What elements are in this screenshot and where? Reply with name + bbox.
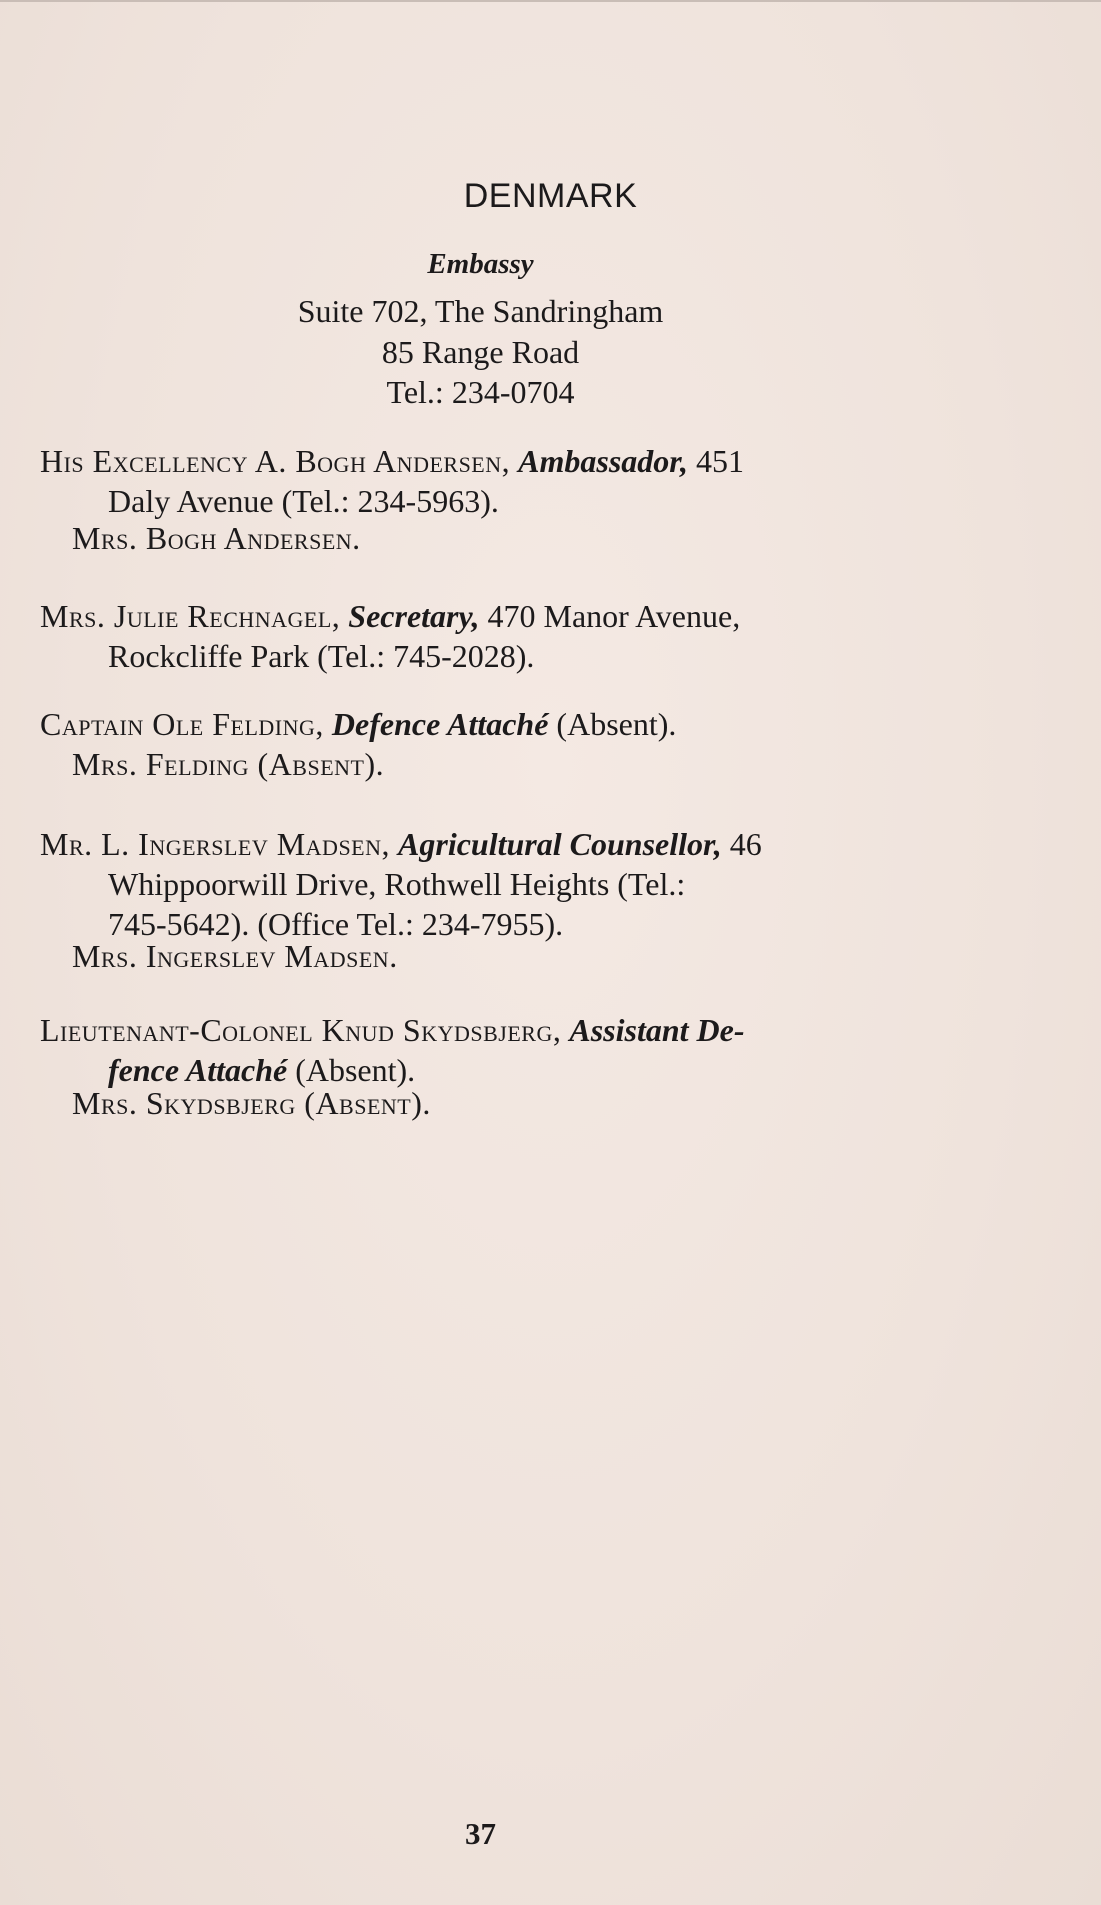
country-heading: DENMARK bbox=[463, 177, 638, 215]
staff-details: 470 Manor Avenue, bbox=[487, 598, 741, 634]
staff-title: Assistant De- bbox=[569, 1012, 745, 1048]
staff-title: Secretary, bbox=[348, 598, 480, 634]
staff-name: Lieutenant-Colonel Knud Skydsbjerg, bbox=[40, 1012, 562, 1048]
staff-title: Defence Attaché bbox=[331, 706, 549, 742]
staff-details-continued: 745-5642). (Office Tel.: 234-7955). bbox=[108, 906, 564, 942]
phone-line: Tel.: 234-0704 bbox=[386, 374, 575, 410]
spouse-entry: Mrs. Bogh Andersen. bbox=[72, 520, 361, 556]
staff-details: (Absent). bbox=[556, 706, 677, 742]
staff-name: His Excellency A. Bogh Andersen, bbox=[40, 443, 511, 479]
staff-name: Mrs. Julie Rechnagel, bbox=[40, 598, 341, 634]
staff-entry-defence-attache bbox=[40, 704, 954, 744]
staff-details: (Absent). bbox=[295, 1052, 416, 1088]
spouse-entry: Mrs. Ingerslev Madsen. bbox=[72, 938, 398, 974]
staff-details-continued: Whippoorwill Drive, Rothwell Heights (Tel.: bbox=[108, 866, 686, 902]
staff-title: Ambassador, bbox=[518, 443, 688, 479]
staff-name: Captain Ole Felding, bbox=[40, 706, 324, 742]
page-number: 37 bbox=[465, 1816, 496, 1851]
staff-entry-ambassador bbox=[40, 441, 954, 521]
staff-details-continued: Rockcliffe Park (Tel.: 745-2028). bbox=[108, 638, 535, 674]
spouse-entry: Mrs. Felding (Absent). bbox=[72, 746, 385, 782]
staff-details: 451 bbox=[695, 443, 744, 479]
spouse-entry: Mrs. Skydsbjerg (Absent). bbox=[72, 1085, 431, 1121]
staff-entry-assistant-defence-attache bbox=[40, 1010, 954, 1090]
address-line-2: 85 Range Road bbox=[381, 334, 580, 370]
staff-title: Agricultural Counsellor, bbox=[398, 826, 722, 862]
staff-details-continued: Daly Avenue (Tel.: 234-5963). bbox=[108, 483, 499, 519]
staff-title-continued: fence Attaché bbox=[108, 1052, 288, 1088]
section-heading: Embassy bbox=[427, 248, 534, 280]
staff-entry-secretary bbox=[40, 596, 954, 676]
staff-details: 46 bbox=[729, 826, 762, 862]
address-line-1: Suite 702, The Sandringham bbox=[297, 293, 664, 329]
staff-entry-agricultural-counsellor bbox=[40, 824, 954, 944]
top-edge-rule bbox=[0, 0, 1101, 2]
staff-name: Mr. L. Ingerslev Madsen, bbox=[40, 826, 391, 862]
